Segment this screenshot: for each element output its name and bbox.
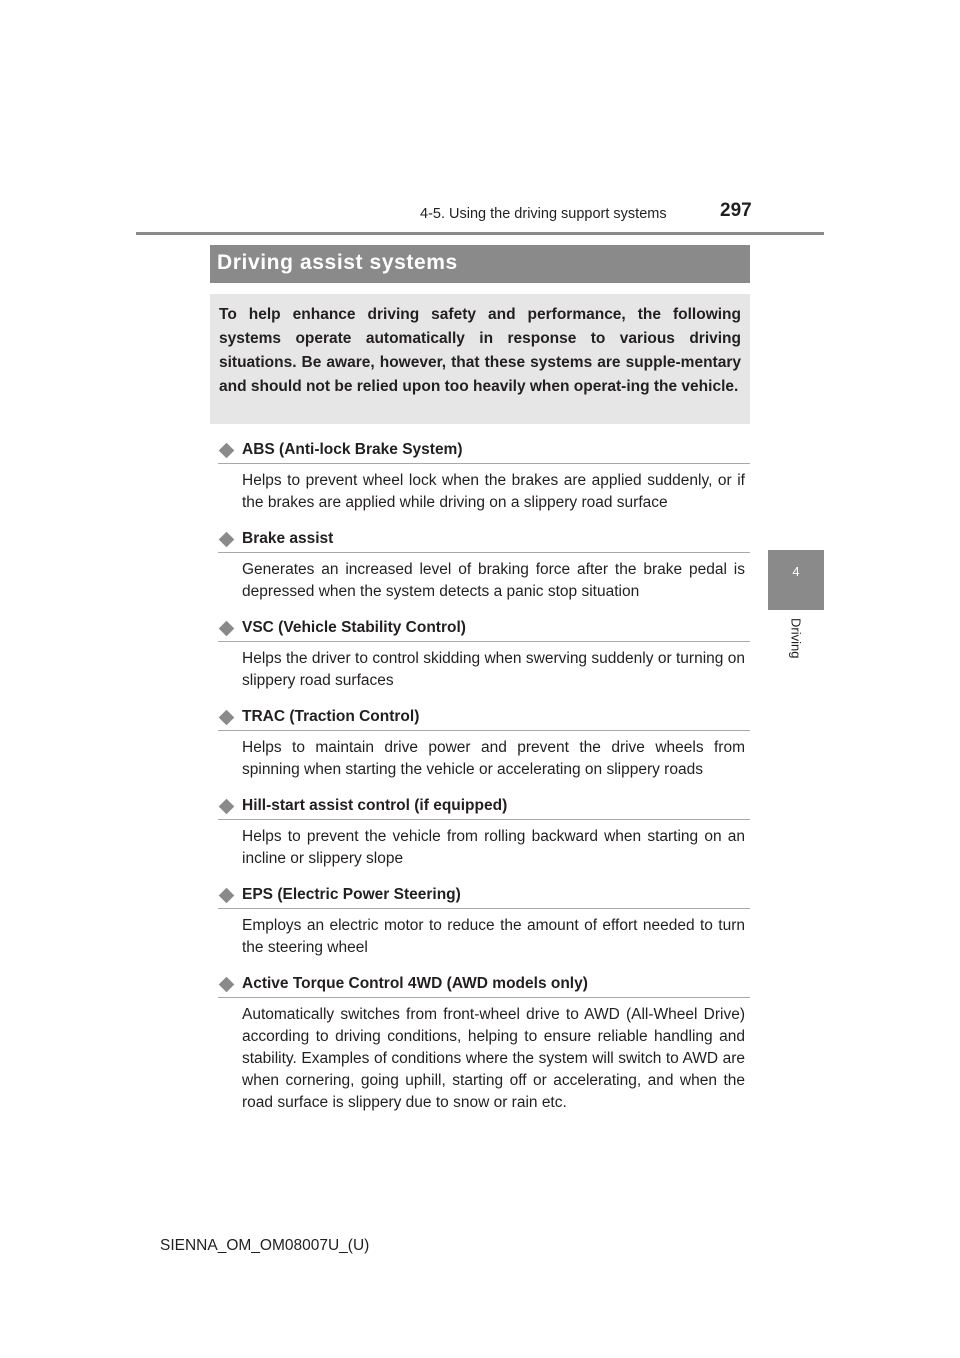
item-body: Helps the driver to control skidding when swerving suddenly or turning on slippery road surfaces xyxy=(242,650,745,689)
item-body: Helps to prevent wheel lock when the brakes are applied suddenly, or if the brakes are applied while driving on a slippery road surface xyxy=(242,472,745,511)
chapter-label-container xyxy=(768,618,824,678)
systems-list xyxy=(218,437,750,1114)
item-heading xyxy=(218,971,750,998)
list-item xyxy=(218,882,750,959)
diamond-bullet-icon xyxy=(219,976,235,992)
intro-box xyxy=(210,294,750,424)
item-heading xyxy=(218,615,750,642)
header-divider xyxy=(136,232,824,235)
item-heading-text: VSC (Vehicle Stability Control) xyxy=(242,619,466,636)
diamond-bullet-icon xyxy=(219,798,235,814)
item-body: Automatically switches from front-wheel drive to AWD (All-Wheel Drive) according to driving conditions, helping to ensure reliable handling and stability. Examples of conditions where the system will switch to AWD are when cornering, going uphill, starting off or accelerating, and when the road surface is slippery due to snow or rain etc. xyxy=(242,1006,745,1111)
chapter-number: 4 xyxy=(792,564,800,579)
item-body: Generates an increased level of braking force after the brake pedal is depressed when the system detects a panic stop situation xyxy=(242,561,745,600)
item-heading-text: Hill-start assist control (if equipped) xyxy=(242,797,508,814)
header-section-title: 4-5. Using the driving support systems xyxy=(420,206,667,222)
item-heading-text: TRAC (Traction Control) xyxy=(242,708,420,725)
section-title-bar xyxy=(210,245,750,283)
list-item xyxy=(218,971,750,1114)
chapter-tab xyxy=(768,550,824,610)
diamond-bullet-icon xyxy=(219,531,235,547)
diamond-bullet-icon xyxy=(219,620,235,636)
list-item xyxy=(218,704,750,781)
diamond-bullet-icon xyxy=(219,709,235,725)
item-body: Helps to prevent the vehicle from rolling backward when starting on an incline or slippery slope xyxy=(242,828,745,867)
item-heading xyxy=(218,704,750,731)
item-body: Helps to maintain drive power and prevent the drive wheels from spinning when starting the vehicle or accelerating on slippery roads xyxy=(242,739,745,778)
item-heading xyxy=(218,793,750,820)
diamond-bullet-icon xyxy=(219,887,235,903)
item-heading xyxy=(218,526,750,553)
item-heading-text: ABS (Anti-lock Brake System) xyxy=(242,441,463,458)
item-heading xyxy=(218,437,750,464)
document-footer-code: SIENNA_OM_OM08007U_(U) xyxy=(160,1237,370,1254)
list-item xyxy=(218,526,750,603)
list-item xyxy=(218,793,750,870)
item-body: Employs an electric motor to reduce the amount of effort needed to turn the steering wheel xyxy=(242,917,745,956)
page-number: 297 xyxy=(720,200,752,221)
page-title: Driving assist systems xyxy=(217,251,458,274)
item-heading-text: Active Torque Control 4WD (AWD models only) xyxy=(242,975,588,992)
item-heading-text: Brake assist xyxy=(242,530,334,547)
diamond-bullet-icon xyxy=(219,442,235,458)
item-heading xyxy=(218,882,750,909)
list-item xyxy=(218,437,750,514)
item-heading-text: EPS (Electric Power Steering) xyxy=(242,886,461,903)
chapter-label: Driving xyxy=(788,618,804,659)
list-item xyxy=(218,615,750,692)
intro-text: To help enhance driving safety and performance, the following systems operate automatically in response to various driving situations. Be aware, however, that these systems are supple-mentary and should not be relied upon too heavily when operat-ing the vehicle. xyxy=(219,306,741,395)
